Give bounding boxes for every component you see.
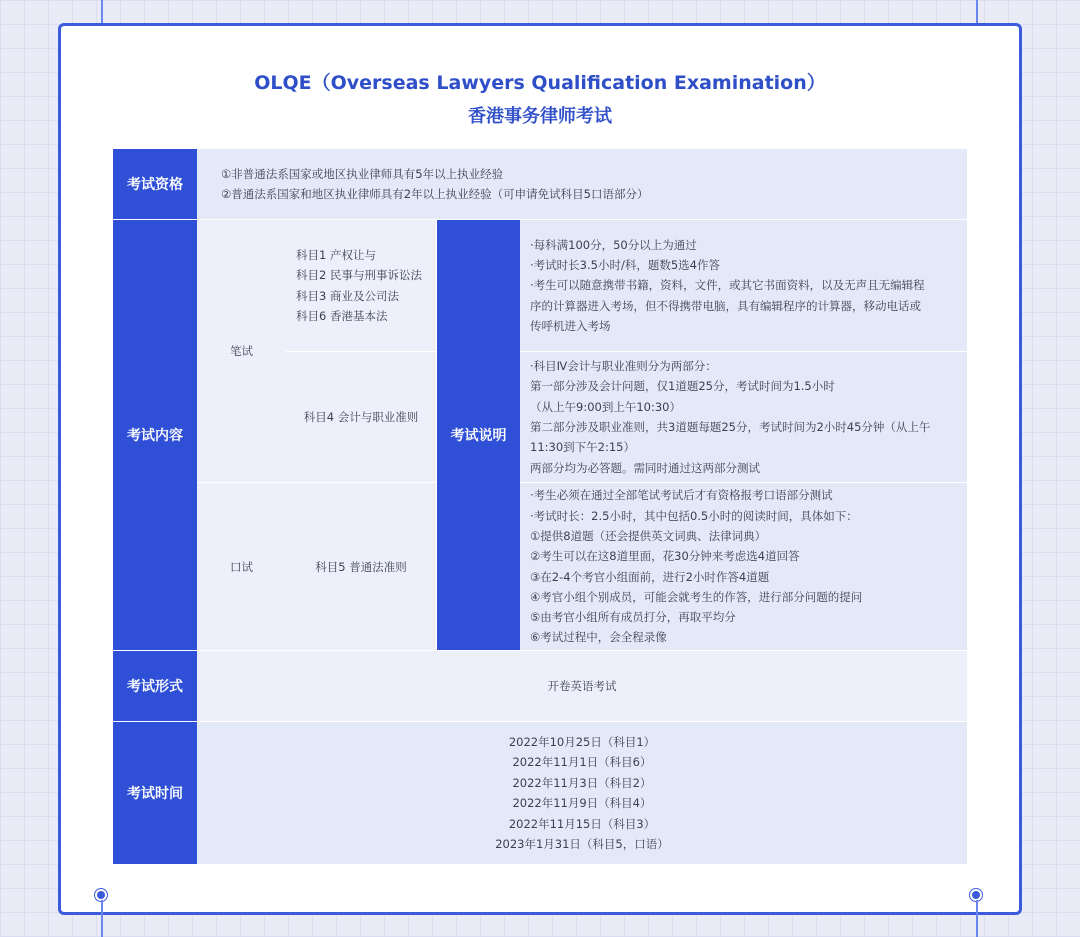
explanation-line: ·每科满100分，50分以上为通过 xyxy=(530,237,697,252)
explanation-group1 xyxy=(520,220,967,351)
eligibility-item: ①非普通法系国家或地区执业律师具有5年以上执业经验 xyxy=(221,166,504,181)
explanation-line: ②考生可以在这8道里面，花30分钟来考虑选4道回答 xyxy=(530,549,800,564)
explanation-line: ④考官小组个别成员，可能会就考生的作答，进行部分问题的提问 xyxy=(530,589,863,604)
subject4-cell: 科目4 会计与职业准则 xyxy=(286,352,436,482)
pin-line-bottom-right xyxy=(976,900,978,937)
explanation-line: （从上午9:00到上午10:30） xyxy=(530,399,681,414)
schedule-dates xyxy=(197,722,967,864)
format-header: 考试形式 xyxy=(113,651,197,721)
format-value: 开卷英语考试 xyxy=(197,651,967,721)
subjects-group1 xyxy=(286,220,436,351)
subject-item: 科目3 商业及公司法 xyxy=(296,288,399,303)
explanation-group3 xyxy=(520,483,967,650)
eligibility-header: 考试资格 xyxy=(113,149,197,219)
explanation-line: ·考试时长3.5小时/科，题数5选4作答 xyxy=(530,258,720,273)
schedule-date: 2023年1月31日（科目5，口语） xyxy=(495,837,669,851)
explanation-line: 传呼机进入考场 xyxy=(530,318,611,333)
eligibility-item: ②普通法系国家和地区执业律师具有2年以上执业经验（可申请免试科目5口语部分） xyxy=(221,187,649,201)
pin-line-bottom-left xyxy=(101,900,103,937)
explanation-line: 两部分均为必答题。需同时通过这两部分测试 xyxy=(530,460,760,475)
explanation-line: ·考生必须在通过全部笔试考试后才有资格报考口语部分测试 xyxy=(530,488,833,503)
explanation-header: 考试说明 xyxy=(437,220,520,650)
oral-label: 口试 xyxy=(197,483,286,650)
explanation-line: ·考试时长：2.5小时，其中包括0.5小时的阅读时间，具体如下： xyxy=(530,508,858,523)
explanation-group2 xyxy=(520,352,967,482)
schedule-date: 2022年11月3日（科目2） xyxy=(512,775,652,790)
explanation-line: ③在2-4个考官小组面前，进行2小时作答4道题 xyxy=(530,569,770,584)
schedule-date: 2022年10月25日（科目1） xyxy=(508,734,656,749)
title-english: OLQE（Overseas Lawyers Qualification Examination） xyxy=(254,72,826,94)
eligibility-list xyxy=(197,149,967,219)
schedule-date: 2022年11月9日（科目4） xyxy=(512,796,652,810)
explanation-line: 第一部分涉及会计问题，仅1道题25分，考试时间为1.5小时 xyxy=(530,379,835,394)
explanation-line: ⑤由考官小组所有成员打分，再取平均分 xyxy=(530,610,736,625)
explanation-line: ·考生可以随意携带书籍，资料，文件，或其它书面资料，以及无声且无编辑程 xyxy=(530,278,925,293)
schedule-date: 2022年11月15日（科目3） xyxy=(508,816,656,831)
explanation-line: 11:30到下午2:15） xyxy=(530,440,635,455)
explanation-line: ·科目Ⅳ会计与职业准则分为两部分： xyxy=(530,359,717,374)
content-header: 考试内容 xyxy=(113,220,197,650)
schedule-header: 考试时间 xyxy=(113,722,197,864)
subject-item: 科目2 民事与刑事诉讼法 xyxy=(296,268,422,282)
subject-item: 科目1 产权让与 xyxy=(296,247,376,262)
title-chinese: 香港事务律师考试 xyxy=(468,106,612,127)
written-label: 笔试 xyxy=(197,220,286,482)
explanation-line: ⑥考试过程中，会全程录像 xyxy=(530,630,667,645)
explanation-line: 序的计算器进入考场，但不得携带电脑，具有编辑程序的计算器，移动电话或 xyxy=(530,298,921,313)
explanation-line: ①提供8道题（还会提供英文词典、法律词典） xyxy=(530,528,767,543)
schedule-date: 2022年11月1日（科目6） xyxy=(512,755,652,769)
subject5-cell: 科目5 普通法准则 xyxy=(286,483,436,650)
subject-item: 科目6 香港基本法 xyxy=(296,309,388,323)
explanation-line: 第二部分涉及职业准则，共3道题每题25分，考试时间为2小时45分钟（从上午 xyxy=(530,420,931,434)
